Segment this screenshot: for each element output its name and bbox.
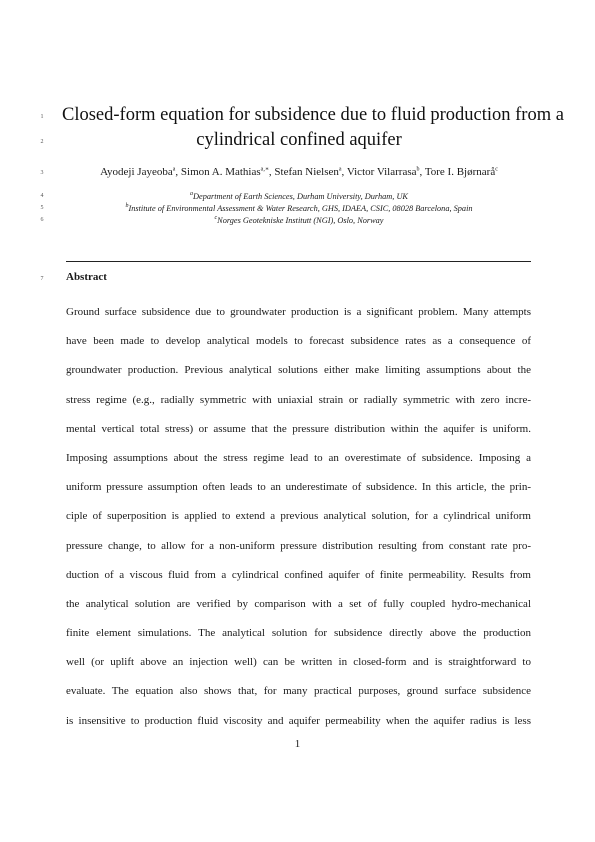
abstract-line: finite element simulations. The analytical solution for subsidence directly above the production [66, 627, 531, 640]
author-name: Tore I. Bjørnarå [424, 166, 496, 178]
section-divider [66, 261, 531, 262]
title-line: cylindrical confined aquifer [196, 130, 402, 150]
affiliation [62, 204, 536, 213]
abstract-line: duction of a viscous fluid from a cylindrical confined aquifer of finite permeability. Results from [66, 568, 531, 581]
affiliation-mark: b [125, 203, 129, 210]
line-number: 7 [40, 276, 44, 282]
affiliation-mark: c [214, 215, 218, 222]
line-number: 2 [40, 139, 44, 145]
abstract-heading: Abstract [66, 271, 107, 283]
author-affiliation-mark: c [495, 166, 498, 173]
author-name: Victor Vilarrasa [346, 166, 417, 178]
affiliation [62, 192, 536, 201]
abstract-line: pressure change, to allow for a non-uniform pressure distribution resulting from constant rate pro- [66, 539, 531, 552]
line-number: 6 [40, 217, 44, 223]
paper-title [62, 103, 564, 153]
author-separator: , [268, 166, 275, 178]
abstract-line: stress regime (e.g., radially symmetric with uniaxial strain or radially symmetric with zero incre- [66, 393, 531, 406]
abstract-line: Ground surface subsidence due to groundwater production is a significant problem. Many attempts [66, 306, 531, 318]
abstract-line: have been made to develop analytical models to forecast subsidence rates as a consequence of [66, 335, 531, 348]
abstract-line: uniform pressure assumption often leads to an underestimate of subsidence. In this article, the prin- [66, 481, 531, 494]
affiliation-text: Department of Earth Sciences, Durham University, Durham, UK [193, 192, 408, 201]
author-affiliation-mark: a [172, 166, 176, 173]
abstract-line: is insensitive to production fluid viscosity and aquifer permeability when the aquifer radius is less [66, 714, 531, 727]
affiliation-text: Institute of Environmental Assessment & Water Research, GHS, IDAEA, CSIC, 08028 Barcelona, Spain [128, 204, 473, 213]
author-separator: , [419, 166, 425, 178]
author-affiliation-mark: a,∗ [260, 166, 269, 173]
abstract-line: Imposing assumptions about the stress regime lead to an overestimate of subsidence. Imposing a [66, 451, 531, 464]
author-separator: , [175, 166, 181, 178]
affiliation-text: Norges Geotekniske Institutt (NGI), Oslo, Norway [217, 216, 384, 225]
line-number: 3 [40, 170, 44, 176]
title-line: Closed-form equation for subsidence due to fluid production from a [62, 105, 564, 125]
affiliation-mark: a [190, 191, 194, 198]
author-name: Simon A. Mathias [180, 166, 261, 178]
author-separator: , [341, 166, 347, 178]
author-affiliation-mark: b [416, 166, 420, 173]
abstract-line: evaluate. The equation also shows that, for many practical purposes, ground surface subsidence [66, 685, 531, 698]
abstract-body [66, 301, 531, 739]
abstract-line: well (or uplift above an injection well) can be written in closed-form and is straightforward to [66, 656, 531, 669]
author-name: Stefan Nielsen [274, 166, 339, 178]
page-number: 1 [294, 738, 301, 750]
line-number: 4 [40, 193, 44, 199]
line-number: 1 [40, 114, 44, 120]
author-name: Ayodeji Jayeoba [100, 166, 173, 178]
line-number: 5 [40, 205, 44, 211]
abstract-line: the analytical solution are verified by comparison with a set of fully coupled hydro-mechanical [66, 597, 531, 610]
author-list [62, 166, 536, 178]
abstract-line: mental vertical total stress) or assume that the pressure distribution within the aquifer is uniform. [66, 422, 531, 435]
author-affiliation-mark: a [338, 166, 342, 173]
affiliation [62, 216, 536, 225]
abstract-line: groundwater production. Previous analytical solutions either make limiting assumptions about the [66, 364, 531, 377]
abstract-line: ciple of superposition is applied to extend a previous analytical solution, for a cylindrical uniform [66, 510, 531, 523]
